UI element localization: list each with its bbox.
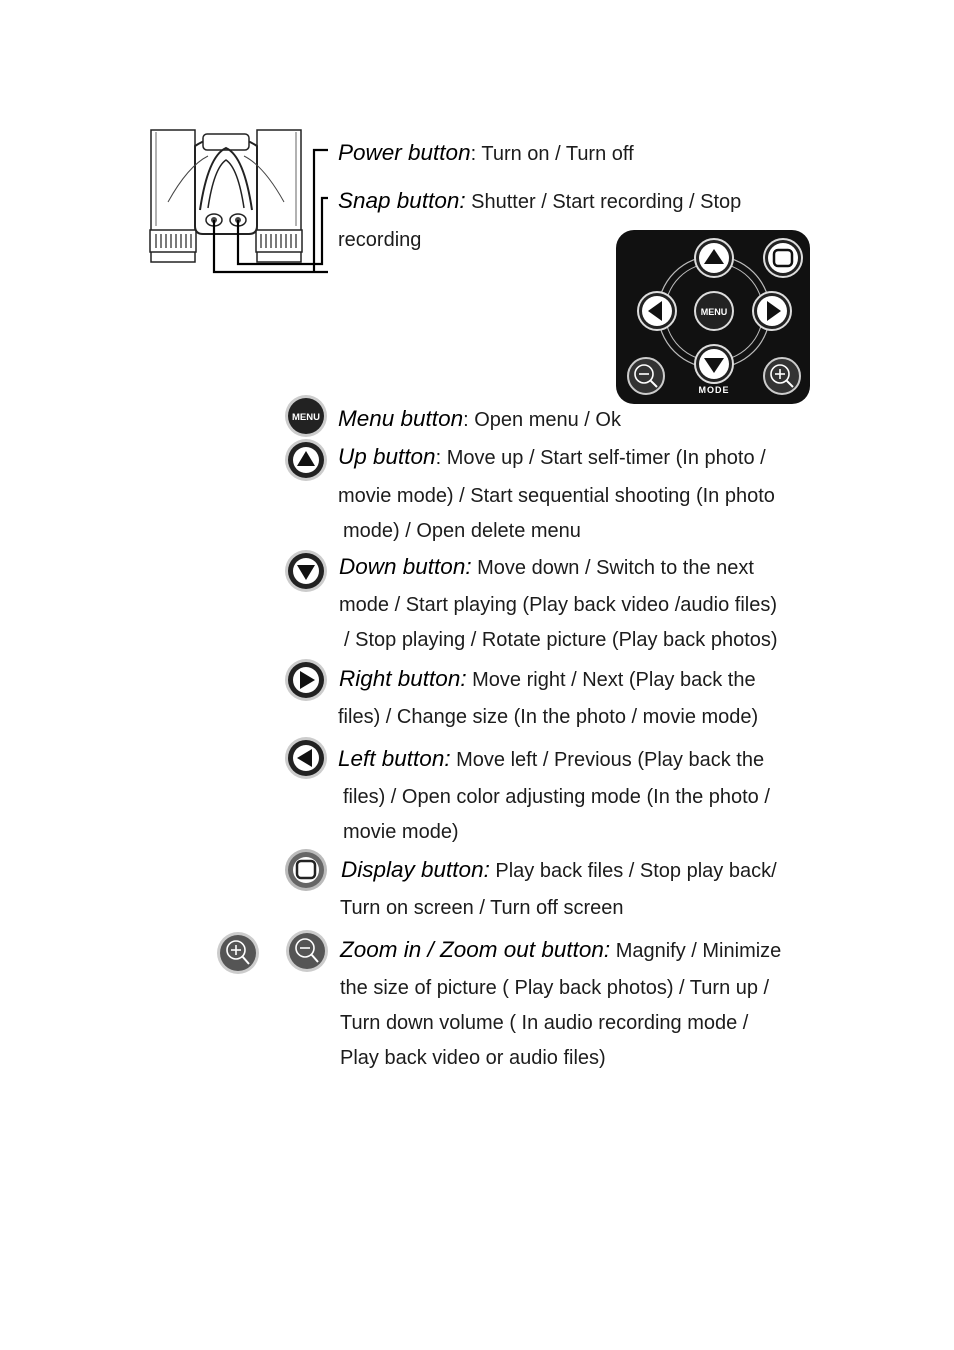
- up-arrow-button-icon: [284, 438, 328, 482]
- display-button-desc-line: Play back files / Stop play back/: [489, 860, 777, 882]
- up-button-term: Up button: [338, 444, 436, 469]
- down-button-desc-line: Move down / Switch to the next: [471, 557, 754, 579]
- menu-button-term: Menu button: [338, 406, 464, 431]
- down-button-desc-line: mode / Start playing (Play back video /audio files): [339, 594, 777, 616]
- right-button-term: Right button:: [339, 666, 467, 691]
- zoom-button-term: Zoom in / Zoom out button:: [340, 937, 611, 962]
- left-button-desc-line: files) / Open color adjusting mode (In the photo /: [343, 786, 770, 808]
- right-button-desc-line: files) / Change size (In the photo / movie mode): [338, 706, 759, 728]
- keypad-zoom-out-key: [628, 358, 664, 394]
- zoom-button-entry: [340, 937, 781, 963]
- down-button-desc-line: / Stop playing / Rotate picture (Play back photos): [344, 629, 778, 651]
- control-keypad: [616, 230, 810, 404]
- left-button-entry: [338, 746, 764, 772]
- keypad-menu-label: MENU: [700, 307, 728, 317]
- keypad-right-key: [753, 292, 791, 330]
- down-arrow-button-icon: [284, 549, 328, 593]
- keypad-up-key: [695, 239, 733, 277]
- left-arrow-button-icon: [284, 736, 328, 780]
- up-button-entry: [338, 444, 766, 470]
- power-button-term: Power button: [338, 140, 471, 165]
- right-arrow-button-icon: [284, 658, 328, 702]
- left-button-term: Left button:: [338, 746, 451, 771]
- power-button-desc: : Turn on / Turn off: [470, 143, 634, 165]
- menu-icon-label: MENU: [292, 412, 320, 423]
- up-button-desc-line: mode) / Open delete menu: [343, 520, 581, 542]
- menu-button-desc: : Open menu / Ok: [463, 409, 621, 431]
- snap-button-term: Snap button:: [338, 188, 466, 213]
- keypad-down-key: [695, 345, 733, 383]
- right-button-desc-line: Move right / Next (Play back the: [466, 669, 756, 691]
- menu-button-entry: [338, 406, 621, 432]
- keypad-display-key: [764, 239, 802, 277]
- left-button-desc-line: movie mode): [343, 821, 459, 843]
- display-button-desc-line: Turn on screen / Turn off screen: [340, 897, 624, 919]
- display-button-entry: [341, 857, 777, 883]
- zoom-button-desc-line: Play back video or audio files): [340, 1047, 606, 1069]
- keypad-menu-key: [695, 292, 733, 330]
- binoculars-illustration: [148, 126, 328, 278]
- snap-button-desc-line: recording: [338, 229, 422, 251]
- zoom-button-desc-line: Turn down volume ( In audio recording mode /: [340, 1012, 749, 1034]
- keypad-mode-label: MODE: [698, 385, 730, 395]
- down-button-term: Down button:: [339, 554, 472, 579]
- left-button-desc-line: Move left / Previous (Play back the: [450, 749, 765, 771]
- keypad-zoom-in-key: [764, 358, 800, 394]
- zoom-button-desc-line: the size of picture ( Play back photos) / Turn up /: [340, 977, 770, 999]
- keypad-left-key: [638, 292, 676, 330]
- display-button-icon: [284, 848, 328, 892]
- zoom-in-icon: [216, 931, 260, 975]
- up-button-desc-line: movie mode) / Start sequential shooting (In photo: [338, 485, 775, 507]
- menu-button-icon: [284, 394, 328, 438]
- snap-button-desc-line: Shutter / Start recording / Stop: [465, 191, 742, 213]
- zoom-out-icon: [285, 929, 329, 973]
- snap-button-entry: [338, 188, 741, 214]
- zoom-button-desc-line: Magnify / Minimize: [610, 940, 782, 962]
- right-button-entry: [339, 666, 756, 692]
- display-button-term: Display button:: [341, 857, 490, 882]
- up-button-desc-line: : Move up / Start self-timer (In photo /: [435, 447, 766, 469]
- down-button-entry: [339, 554, 754, 580]
- power-button-entry: [338, 140, 634, 166]
